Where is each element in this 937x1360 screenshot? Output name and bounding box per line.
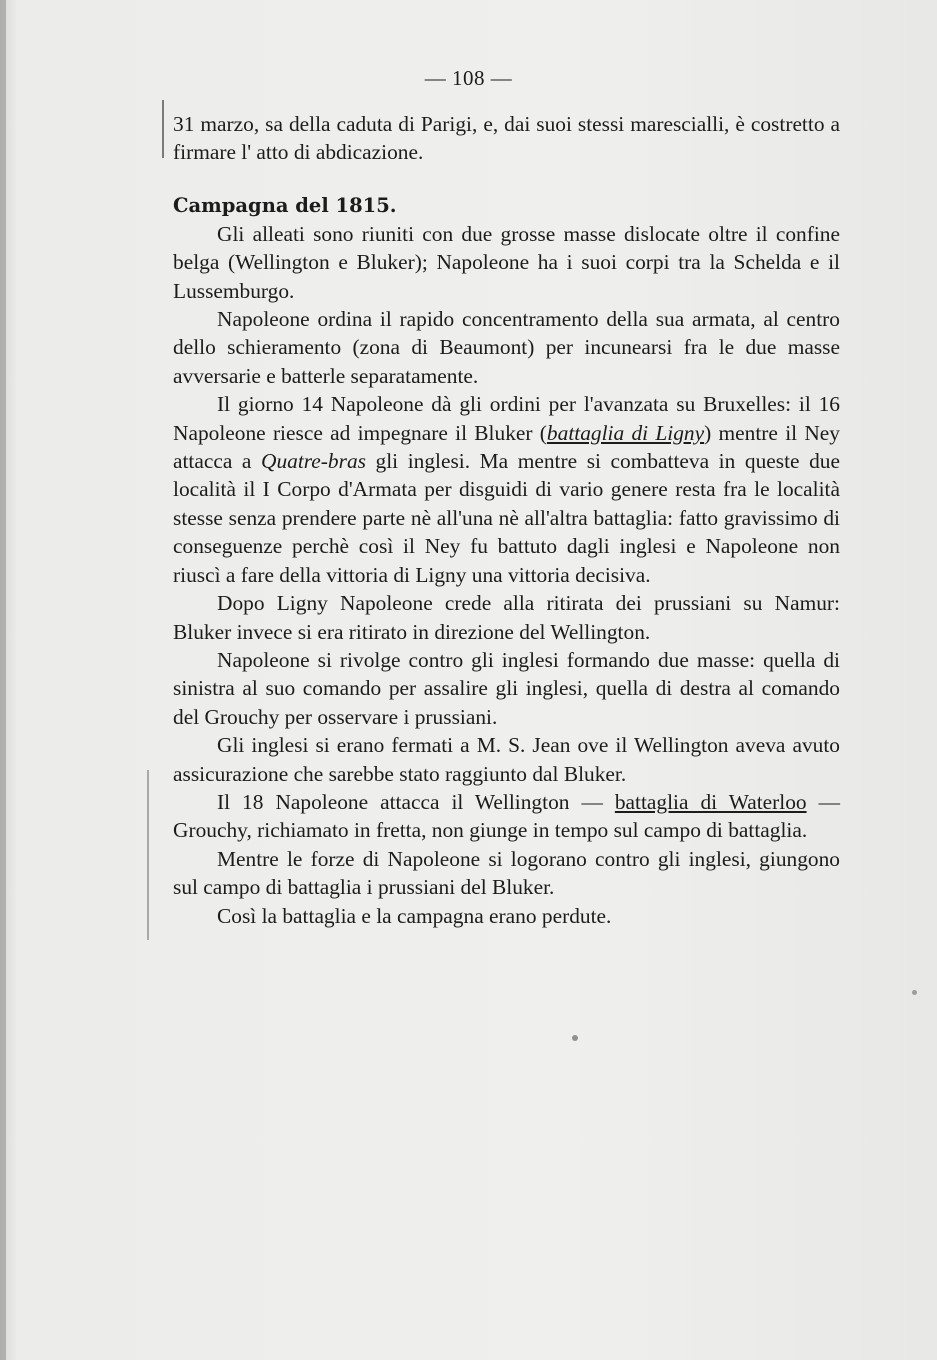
emphasis-waterloo: battaglia di Waterloo — [614, 789, 807, 814]
paragraph-6: Napoleone si rivolge contro gli inglesi formando due masse: quella di sinistra al suo comando per assalire gli inglesi, quella di destra al comando del Grouchy per osservare i prussiani. — [173, 647, 840, 729]
scan-mark-margin-top — [162, 100, 164, 158]
scan-mark-margin-lower — [147, 770, 149, 940]
scan-speck-right — [912, 990, 917, 995]
paragraph-4: Il giorno 14 Napoleone dà gli ordini per l'avanzata su Bruxelles: il 16 Napoleone riesce ad impegnare il Bluker (battaglia di Ligny) mentre il Ney attacca a Quatre-bras gli inglesi. Ma mentre si combatteva in queste due località il I Corpo d'Armata per disguidi di vario genere resta fra le località stesse senza prendere parte nè all'una nè all'altra battaglia: fatto gravissimo di conseguenze perchè così il Ney fu battuto dagli inglesi e Napoleone non riuscì a fare della vittoria di Ligny una vittoria decisiva. — [173, 392, 840, 587]
paragraph-9: Mentre le forze di Napoleone si logorano contro gli inglesi, giungono sul campo di battaglia i prussiani del Bluker. — [173, 846, 840, 900]
page-number: — 108 — — [424, 66, 513, 90]
scan-speck — [572, 1035, 578, 1041]
paragraph-2: Gli alleati sono riuniti con due grosse masse dislocate oltre il confine belga (Wellington e Bluker); Napoleone ha i suoi corpi tra la Schelda e il Lussemburgo. — [173, 221, 840, 303]
paragraph-1: 31 marzo, sa della caduta di Parigi, e, dai suoi stessi marescialli, è costretto a firmare l' atto di abdicazione. — [173, 112, 840, 165]
paragraph-5: Dopo Ligny Napoleone crede alla ritirata dei prussiani su Namur: Bluker invece si era ritirato in direzione del Wellington. — [173, 591, 840, 644]
paragraph-3: Napoleone ordina il rapido concentramento della sua armata, al centro dello schieramento (zona di Beaumont) per incunearsi fra le due masse avversarie e batterle separatamente. — [173, 307, 840, 388]
emphasis-ligny: battaglia di Ligny — [546, 420, 705, 445]
page-binding-shadow — [0, 0, 6, 1360]
paragraph-8: Il 18 Napoleone attacca il Wellington — battaglia di Waterloo — Grouchy, richiamato in fretta, non giunge in tempo sul campo di battaglia. — [173, 789, 840, 843]
paragraph-10: Così la battaglia e la campagna erano perdute. — [217, 903, 612, 928]
section-heading: Campagna del 1815. — [173, 193, 397, 217]
page-body — [173, 110, 840, 930]
emphasis-quatre-bras: Quatre-bras — [261, 449, 366, 474]
paragraph-7: Gli inglesi si erano fermati a M. S. Jean ove il Wellington aveva avuto assicurazione che sarebbe stato raggiunto dal Bluker. — [173, 733, 840, 786]
